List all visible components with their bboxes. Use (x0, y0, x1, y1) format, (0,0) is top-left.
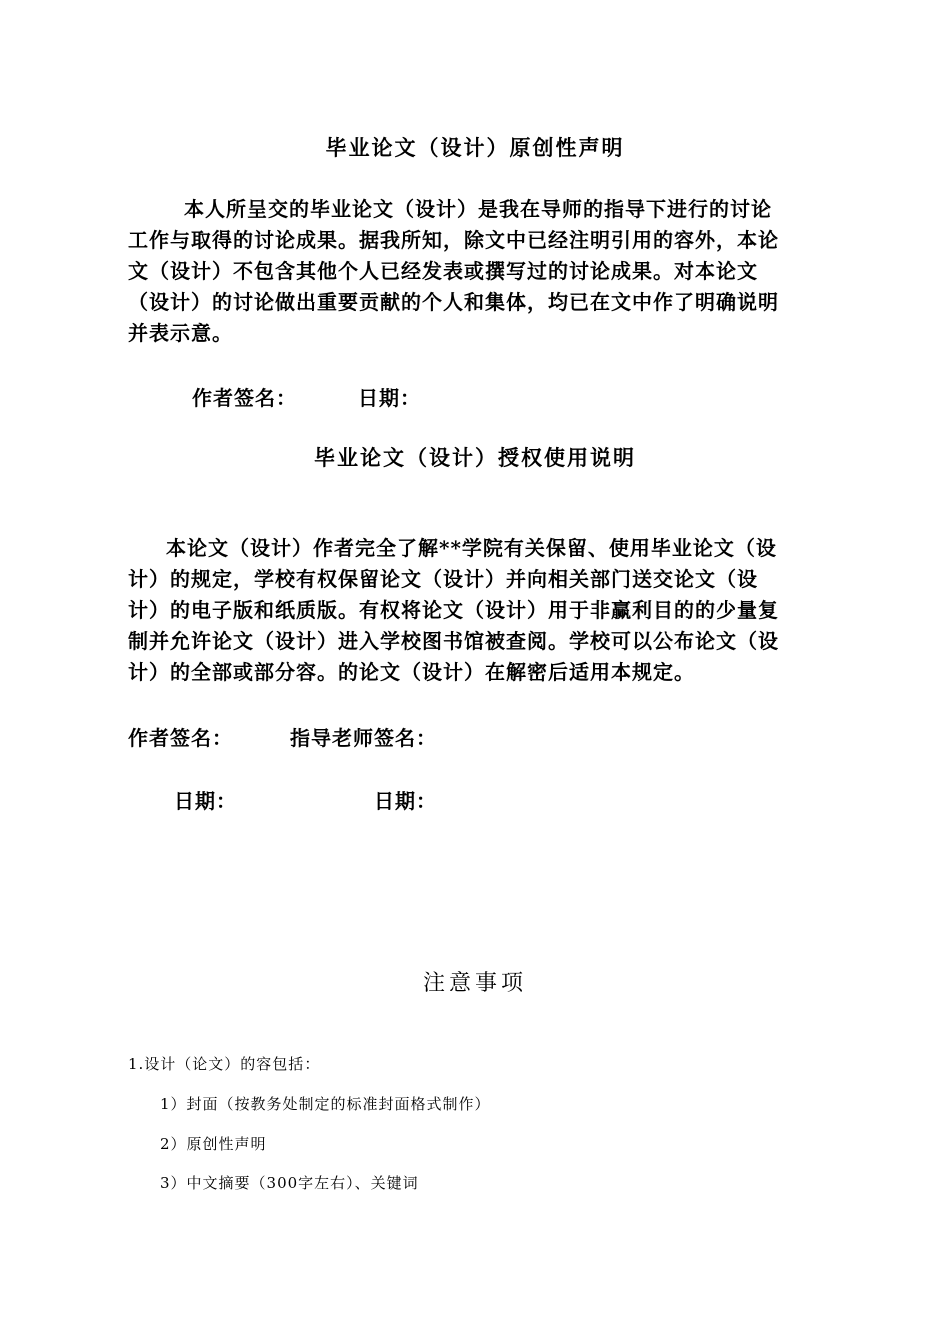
authorization-line: 计）的电子版和纸质版。有权将论文（设计）用于非赢利目的的少量复 (128, 598, 779, 622)
notice-sub-item: 1）封面（按教务处制定的标准封面格式制作） (160, 1095, 491, 1113)
authorization-author-signature-label: 作者签名： (128, 726, 233, 750)
authorization-line: 计）的全部或部分容。的论文（设计）在解密后适用本规定。 (128, 660, 695, 684)
authorization-title: 毕业论文（设计）授权使用说明 (314, 445, 636, 470)
authorization-date-label-right: 日期： (374, 789, 437, 813)
authorization-line: 制并允许论文（设计）进入学校图书馆被查阅。学校可以公布论文（设 (128, 629, 779, 653)
declaration-line: 文（设计）不包含其他个人已经发表或撰写过的讨论成果。对本论文 (128, 259, 758, 283)
declaration-body (128, 194, 828, 349)
authorization-date-label-left: 日期： (174, 789, 237, 813)
declaration-author-signature-label: 作者签名： (192, 386, 297, 410)
authorization-line: 计）的规定，学校有权保留论文（设计）并向相关部门送交论文（设 (128, 567, 758, 591)
declaration-line: 本人所呈交的毕业论文（设计）是我在导师的指导下进行的讨论 (184, 197, 772, 221)
notice-sub-item: 2）原创性声明 (160, 1135, 267, 1153)
notice-title: 注意事项 (422, 971, 527, 996)
declaration-title: 毕业论文（设计）原创性声明 (325, 135, 625, 160)
notice-sub-item: 3）中文摘要（300字左右）、关键词 (160, 1174, 419, 1192)
declaration-line: （设计）的讨论做出重要贡献的个人和集体，均已在文中作了明确说明 (128, 290, 779, 314)
notice-item-1: 1.设计（论文）的容包括： (128, 1055, 321, 1073)
authorization-line: 本论文（设计）作者完全了解**学院有关保留、使用毕业论文（设 (166, 536, 777, 560)
declaration-line: 并表示意。 (128, 321, 233, 345)
authorization-advisor-signature-label: 指导老师签名： (290, 726, 437, 750)
declaration-line: 工作与取得的讨论成果。据我所知，除文中已经注明引用的容外，本论 (128, 228, 779, 252)
authorization-body (128, 533, 828, 688)
declaration-date-label: 日期： (358, 386, 421, 410)
